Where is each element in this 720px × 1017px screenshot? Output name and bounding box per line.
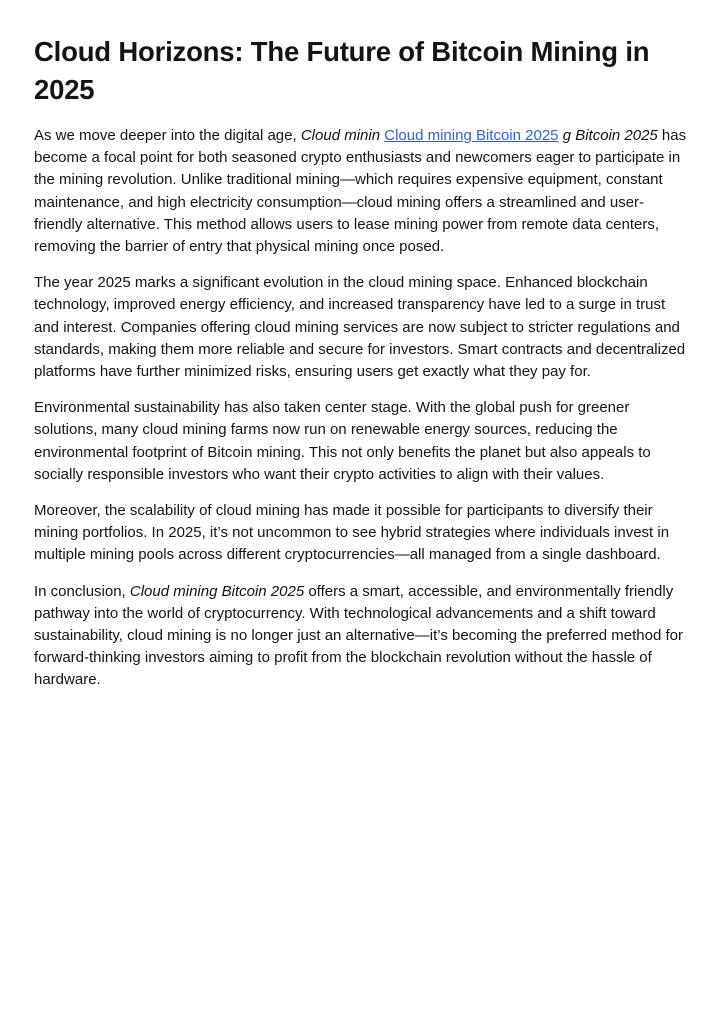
paragraph-intro-lead: As we move deeper into the digital age, <box>34 127 301 144</box>
emphasis-keyword: Cloud mining Bitcoin 2025 <box>129 582 305 600</box>
emphasis-keyword-start: Cloud minin <box>300 127 381 144</box>
paragraph-scalability: Moreover, the scalability of cloud mining has made it possible for participants to diversify their mining portfolios. In 2025, it’s not uncommon to see hybrid strategies where individuals invest in multiple mining pools across different cryptocurrencies—all managed from a single dashboard. <box>34 502 670 564</box>
cloud-mining-link[interactable]: Cloud mining Bitcoin 2025 <box>384 127 559 144</box>
paragraph-evolution: The year 2025 marks a significant evolution in the cloud mining space. Enhanced blockchain technology, improved energy efficiency, and increased transparency have led to a surge in trust and interest. Companies offering cloud mining services are now subject to stricter regulations and standards, making them more reliable and secure for investors. Smart contracts and decentralized platforms have further minimized risks, ensuring users get exactly what they pay for. <box>34 274 686 381</box>
paragraph-intro-body: has become a focal point for both seasoned crypto enthusiasts and newcomers eager to participate in the mining revolution. Unlike traditional mining—which requires expensive equipment, constant maintenance, and high electricity consumption—cloud mining offers a streamlined and user-friendly alternative. This method allows users to lease mining power from remote data centers, removing the barrier of entry that physical mining once posed. <box>34 127 687 256</box>
article <box>34 33 690 706</box>
emphasis-keyword-end: g Bitcoin 2025 <box>562 127 658 144</box>
paragraph-conclusion <box>34 581 690 692</box>
paragraph-sustainability: Environmental sustainability has also taken center stage. With the global push for greener solutions, many cloud mining farms now run on renewable energy sources, reducing the environmental footprint of Bitcoin mining. This not only benefits the planet but also appeals to socially responsible investors who want their crypto activities to align with their values. <box>34 399 651 483</box>
paragraph-intro <box>34 125 690 258</box>
paragraph-conclusion-lead: In conclusion, <box>34 582 130 600</box>
paragraph-conclusion-body: offers a smart, accessible, and environmentally friendly pathway into the world of cryptocurrency. With technological advancements and a shift toward sustainability, cloud mining is no longer just an alternative—it’s becoming the preferred method for forward-thinking investors aiming to profit from the blockchain revolution without the hassle of hardware. <box>34 582 683 689</box>
article-title: Cloud Horizons: The Future of Bitcoin Mining in 2025 <box>34 36 650 105</box>
